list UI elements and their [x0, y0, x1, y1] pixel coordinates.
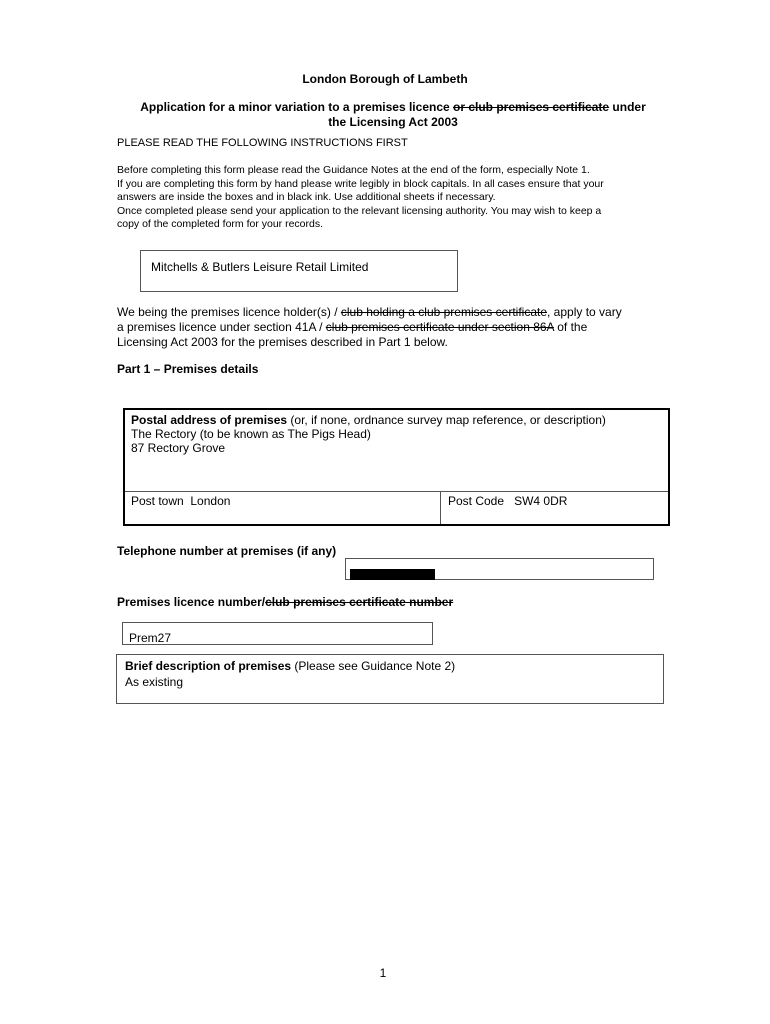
form-title — [0, 100, 770, 114]
statement-text: We being the premises licence holder(s) / — [117, 305, 341, 319]
instruction-line: Once completed please send your application to the relevant licensing authority. You may wish to keep a — [117, 204, 602, 217]
statement-struck-text: club premises certificate under section 86A — [325, 320, 554, 334]
applicant-name-value: Mitchells & Butlers Leisure Retail Limited — [151, 260, 369, 274]
address-line-1: The Rectory (to be known as The Pigs Head) — [131, 427, 371, 441]
form-title-line2: the Licensing Act 2003 — [328, 115, 458, 129]
authority-name: London Borough of Lambeth — [302, 72, 468, 86]
description-value: As existing — [125, 675, 184, 689]
post-code-label: Post Code — [448, 494, 505, 508]
postal-address-label-row — [131, 413, 668, 427]
premises-description-field[interactable] — [116, 654, 664, 704]
licence-number-value: Prem27 — [129, 631, 172, 645]
instructions-text — [117, 164, 677, 232]
post-town-label: Post town — [131, 494, 184, 508]
statement-line — [117, 305, 677, 320]
premises-details-table — [123, 408, 670, 526]
telephone-field[interactable] — [345, 558, 654, 580]
licence-number-field[interactable] — [122, 622, 433, 645]
post-code-value: SW4 0DR — [514, 494, 568, 508]
post-town-field[interactable] — [125, 492, 441, 524]
postal-address-label: Postal address of premises — [131, 413, 288, 427]
instructions-heading: PLEASE READ THE FOLLOWING INSTRUCTIONS FIRST — [117, 137, 408, 149]
address-line-2: 87 Rectory Grove — [131, 441, 226, 455]
statement-struck-text: club holding a club premises certificate — [340, 305, 547, 319]
licence-number-label — [117, 595, 453, 609]
page-number: 1 — [379, 966, 387, 980]
licence-label-text: Premises licence number/ — [117, 595, 266, 609]
post-code-field[interactable] — [441, 492, 668, 524]
variation-statement — [117, 305, 677, 350]
postal-address-hint: (or, if none, ordnance survey map reference, or description) — [287, 413, 606, 427]
statement-text: of the — [553, 320, 588, 334]
description-hint: (Please see Guidance Note 2) — [291, 659, 456, 673]
statement-text: , apply to vary — [547, 305, 622, 319]
post-town-value: London — [190, 494, 231, 508]
statement-line — [117, 320, 677, 335]
licence-label-struck-text: club premises certificate number — [265, 595, 454, 609]
instruction-line: If you are completing this form by hand please write legibly in block capitals. In all cases ensure that your — [117, 177, 604, 190]
telephone-label-text-end: y) — [325, 544, 337, 558]
instruction-line: answers are inside the boxes and in black ink. Use additional sheets if necessary. — [117, 191, 496, 203]
part1-heading: Part 1 – Premises details — [117, 362, 259, 376]
telephone-label-text: Telephone number at premises (if an — [117, 544, 326, 558]
telephone-label — [117, 544, 336, 558]
form-title-text-end: under — [609, 100, 646, 114]
instruction-line: Before completing this form please read the Guidance Notes at the end of the form, especially Note 1. — [117, 164, 590, 176]
description-label-row — [125, 658, 663, 674]
redaction-block — [350, 569, 435, 580]
form-title-text: Application for a minor variation to a premises licence — [140, 100, 453, 114]
form-title-struck-text: or club premises certificate — [453, 100, 610, 114]
instruction-line: copy of the completed form for your records. — [117, 218, 324, 230]
description-label: Brief description of premises — [125, 659, 292, 673]
statement-line: Licensing Act 2003 for the premises described in Part 1 below. — [117, 335, 448, 349]
postal-address-field[interactable] — [125, 410, 668, 492]
statement-text: a premises licence under section 41A / — [117, 320, 326, 334]
applicant-name-field[interactable] — [140, 250, 458, 292]
